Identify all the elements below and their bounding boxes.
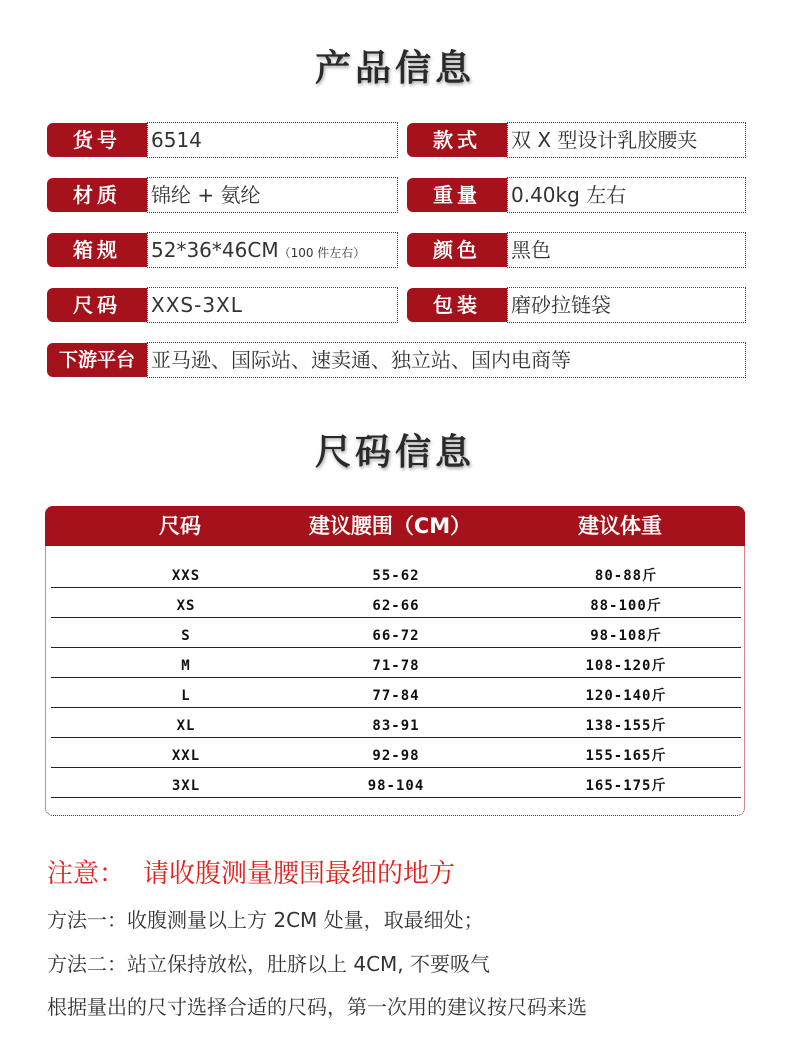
cell-waist: 71-78 [372,658,420,674]
cell-waist: 92-98 [372,748,420,764]
cell-size: M [181,658,191,674]
cell-waist: 83-91 [372,718,420,734]
material-label: 材质 [47,178,147,212]
header-weight: 建议体重 [578,514,662,538]
cell-weight: 108-120斤 [585,658,667,674]
cell-waist: 62-66 [372,598,420,614]
style-value: 双 X 型设计乳胶腰夹 [507,122,746,158]
item-no-label: 货号 [47,123,147,157]
cell-weight: 88-100斤 [590,598,662,614]
cell-size: XS [176,598,196,614]
method-one-text: 方法一：收腹测量以上方 2CM 处量，取最细处； [47,908,484,932]
platform-value: 亚马逊、国际站、速卖通、独立站、国内电商等 [147,342,746,378]
carton-value [147,232,398,268]
table-row [51,649,741,678]
table-row [51,679,741,708]
cell-size: L [181,688,191,704]
cell-size: XL [176,718,196,734]
size-table-header [45,506,745,546]
color-label: 颜色 [407,233,507,267]
platform-label: 下游平台 [47,343,147,377]
cell-weight: 155-165斤 [585,748,667,764]
table-row [51,709,741,738]
table-row [51,739,741,768]
material-value: 锦纶 + 氨纶 [147,177,398,213]
cell-weight: 138-155斤 [585,718,667,734]
size-value: XXS-3XL [147,287,398,323]
cell-size: XXS [171,568,201,584]
info-row-size [47,287,747,323]
weight-label: 重量 [407,178,507,212]
cell-waist: 98-104 [367,778,425,794]
table-row [51,589,741,618]
item-no-value: 6514 [147,122,398,158]
cell-weight: 80-88斤 [594,568,658,584]
cell-waist: 66-72 [372,628,420,644]
info-row-carton [47,232,747,268]
table-row [51,559,741,588]
carton-size: 52*36*46CM [151,238,279,262]
warning-label: 注意： [47,859,126,889]
size-label: 尺码 [47,288,147,322]
table-row [51,769,741,798]
header-waist: 建议腰围（CM） [308,514,472,538]
product-info-title: 产品信息 [314,47,475,89]
color-value: 黑色 [507,232,746,268]
header-size: 尺码 [159,514,201,538]
carton-quantity-note: （100 件左右） [278,246,366,260]
packaging-label: 包装 [407,288,507,322]
cell-weight: 120-140斤 [585,688,667,704]
info-row-platform [47,342,747,378]
size-table [45,506,745,816]
cell-waist: 55-62 [372,568,420,584]
info-row-material [47,177,747,213]
style-label: 款式 [407,123,507,157]
cell-size: S [181,628,191,644]
size-selection-tip: 根据量出的尺寸选择合适的尺码，第一次用的建议按尺码来选 [47,995,587,1019]
packaging-value: 磨砂拉链袋 [507,287,746,323]
weight-value: 0.40kg 左右 [507,177,746,213]
measurement-warning [47,853,455,890]
cell-weight: 98-108斤 [590,628,662,644]
cell-size: 3XL [171,778,201,794]
method-two-text: 方法二：站立保持放松，肚脐以上 4CM, 不要吸气 [47,952,491,976]
info-row-item-no [47,122,747,158]
table-row [51,619,741,648]
size-info-title: 尺码信息 [314,431,475,473]
cell-size: XXL [171,748,201,764]
carton-label: 箱规 [47,233,147,267]
cell-weight: 165-175斤 [585,778,667,794]
cell-waist: 77-84 [372,688,420,704]
warning-text: 请收腹测量腰围最细的地方 [143,859,456,889]
